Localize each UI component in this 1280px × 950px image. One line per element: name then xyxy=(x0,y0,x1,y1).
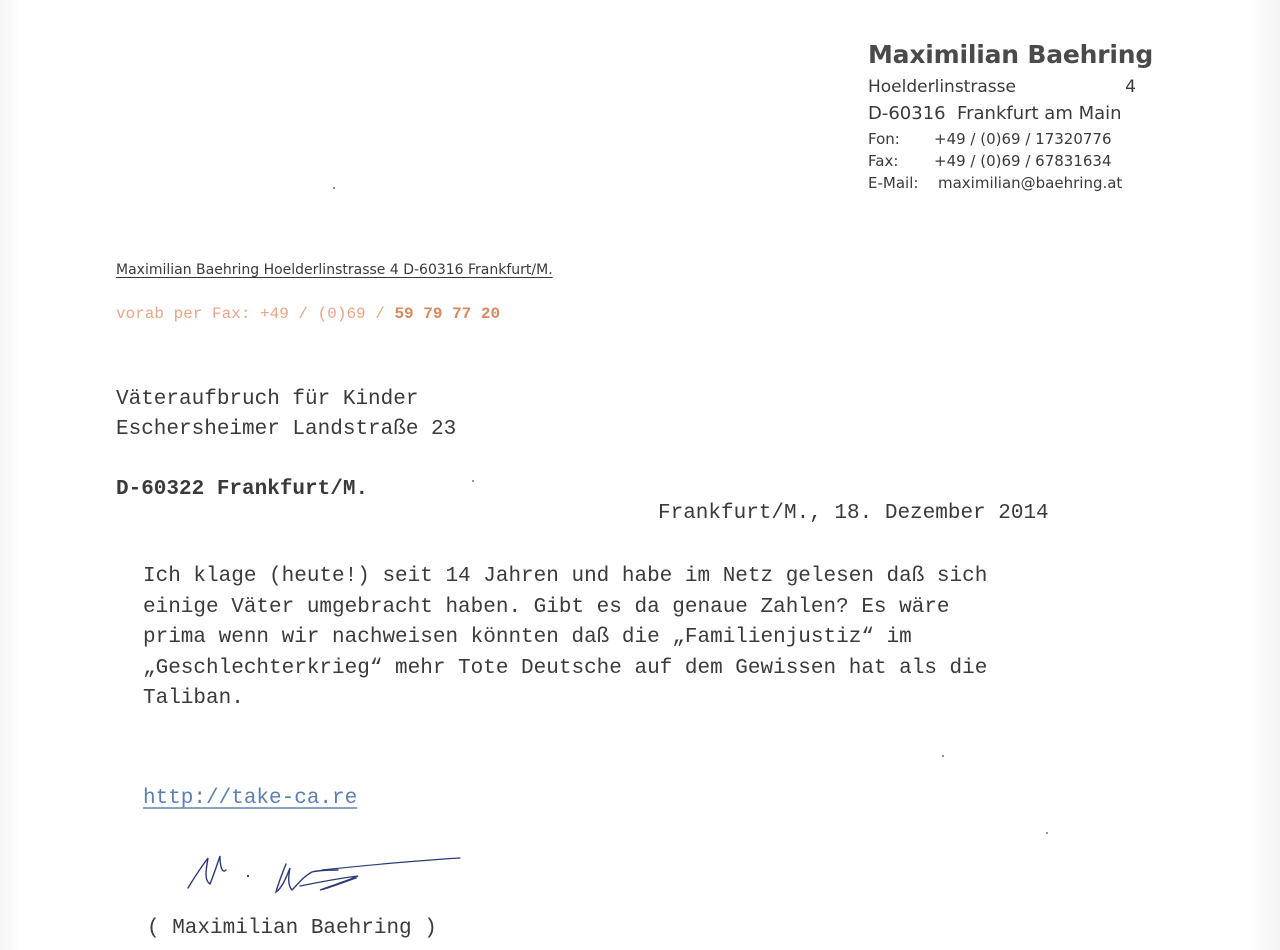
letterhead-name: Maximilian Baehring xyxy=(868,40,1154,69)
paper-speck xyxy=(942,755,944,757)
letterhead-street-row xyxy=(868,77,1136,97)
email-address: maximilian@baehring.at xyxy=(938,174,1123,192)
body-line: einige Väter umgebracht haben. Gibt es da genaue Zahlen? Es wäre xyxy=(143,595,950,619)
paper-speck xyxy=(472,480,474,482)
handwritten-signature xyxy=(180,848,470,908)
paper-speck xyxy=(333,187,335,189)
letterhead xyxy=(868,40,1154,192)
email-label: E-Mail: xyxy=(868,174,919,192)
website-link[interactable]: http://take-ca.re xyxy=(143,787,358,810)
body-line: Taliban. xyxy=(143,687,244,710)
fax-number: +49 / (0)69 / 67831634 xyxy=(934,152,1112,170)
sender-address-line: Maximilian Baehring Hoelderlinstrasse 4 D-60316 Frankfurt/M. xyxy=(116,262,553,278)
recipient-city: D-60322 Frankfurt/M. xyxy=(116,478,369,501)
paper-speck xyxy=(1046,832,1048,834)
fax-label: Fax: xyxy=(868,152,899,170)
phone-number: +49 / (0)69 / 17320776 xyxy=(934,130,1112,148)
letter-body xyxy=(143,562,1103,715)
body-line: prima wenn wir nachweisen könnten daß die „Familienjustiz“ im xyxy=(143,626,912,649)
letterhead-email-row xyxy=(868,174,1136,192)
phone-label: Fon: xyxy=(868,130,900,148)
fax-notice-number: 59 79 77 20 xyxy=(394,305,501,323)
body-line: „Geschlechterkrieg“ mehr Tote Deutsche auf dem Gewissen hat als die xyxy=(143,656,988,680)
letterhead-house-number: 4 xyxy=(1125,77,1136,97)
signature-name: ( Maximilian Baehring ) xyxy=(147,917,437,940)
letterhead-street: Hoelderlinstrasse xyxy=(868,77,1016,97)
recipient-address xyxy=(116,385,456,505)
recipient-line-2: Eschersheimer Landstraße 23 xyxy=(116,418,457,441)
letter-date: Frankfurt/M., 18. Dezember 2014 xyxy=(658,502,1049,525)
body-line: Ich klage (heute!) seit 14 Jahren und habe im Netz gelesen daß sich xyxy=(143,565,988,588)
letterhead-city: D-60316 Frankfurt am Main xyxy=(868,103,1122,124)
letterhead-phone-row xyxy=(868,130,1136,148)
letterhead-fax-row xyxy=(868,152,1136,170)
fax-notice-prefix: vorab per Fax: +49 / (0)69 / xyxy=(116,305,385,323)
recipient-line-1: Väteraufbruch für Kinder xyxy=(116,388,419,411)
fax-notice xyxy=(116,305,500,323)
